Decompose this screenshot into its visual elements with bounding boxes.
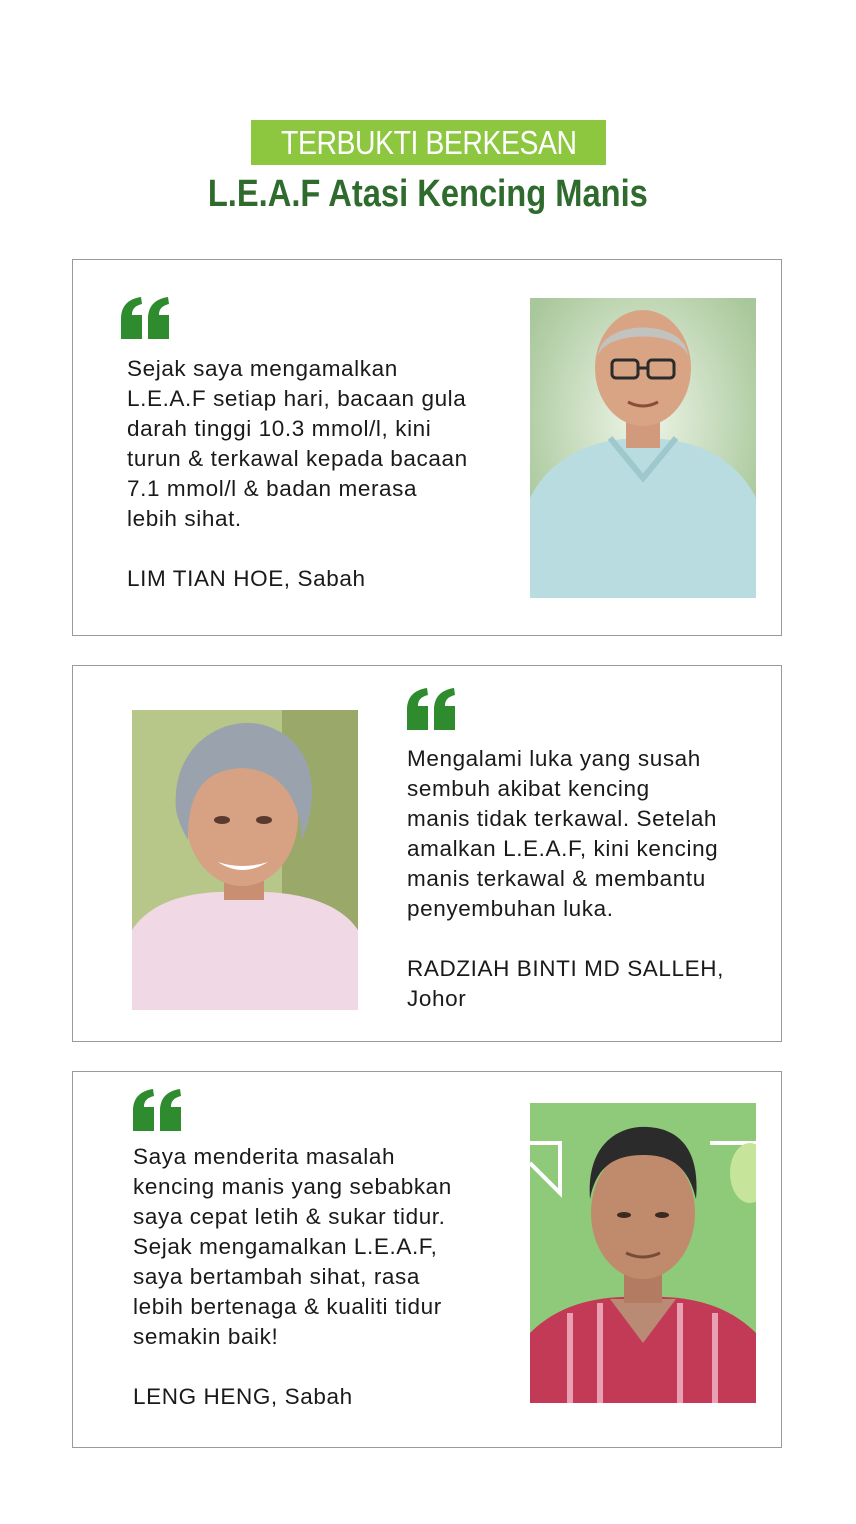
page-title [0,168,856,220]
quote-open-icon [121,297,171,339]
testimonial-text: Mengalami luka yang susah sembuh akibat kencing manis tidak terkawal. Setelah amalkan L.E.A.F, kini kencing manis terkawal & membantu penyembuhan luka. [407,746,719,921]
portrait-photo [530,1103,756,1403]
testimonial-card-3 [72,1071,782,1448]
testimonial-card-1 [72,259,782,636]
quote-open-icon [407,688,457,730]
page-title-text: L.E.A.F Atasi Kencing Manis [207,173,649,215]
testimonial-text: Sejak saya mengamalkan L.E.A.F setiap hari, bacaan gula darah tinggi 10.3 mmol/l, kini turun & terkawal kepada bacaan 7.1 mmol/l & badan merasa lebih sihat. [127,356,468,531]
badge-terbukti-berkesan [251,120,606,165]
portrait-photo [530,298,756,598]
badge-label: TERBUKTI BERKESAN [280,123,577,161]
quote-open-icon [133,1089,183,1131]
testimonial-author: LIM TIAN HOE, Sabah [127,566,366,591]
testimonial-card-2 [72,665,782,1042]
portrait-photo [132,710,358,1010]
testimonial-author: LENG HENG, Sabah [133,1384,353,1409]
testimonial-text: Saya menderita masalah kencing manis yang sebabkan saya cepat letih & sukar tidur. Sejak mengamalkan L.E.A.F, saya bertambah sihat, rasa lebih bertenaga & kualiti tidur semakin baik! [133,1144,452,1349]
testimonial-author: RADZIAH BINTI MD SALLEH, Johor [407,956,724,1011]
